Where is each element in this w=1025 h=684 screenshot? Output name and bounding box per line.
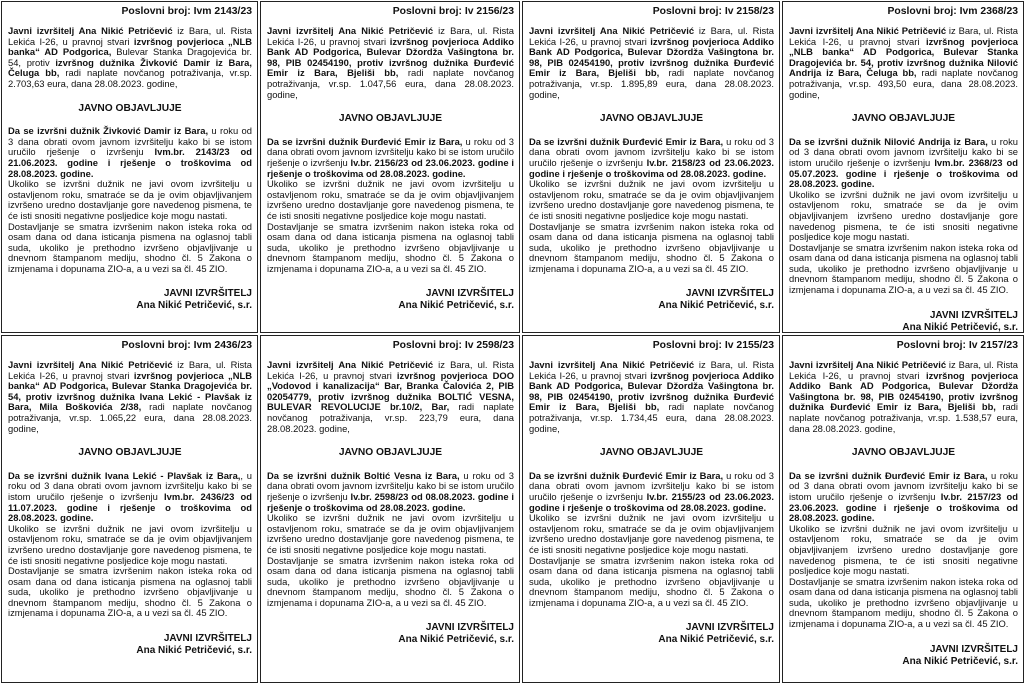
- signature-title: JAVNI IZVRŠITELJ: [929, 643, 1018, 655]
- signature-title: JAVNI IZVRŠITELJ: [163, 633, 252, 645]
- body-para-1: [789, 471, 1018, 524]
- notice-intro: [789, 360, 1018, 434]
- signature-name: Ana Nikić Petričević, s.r.: [902, 321, 1018, 333]
- body-para-1: [267, 471, 514, 513]
- body-para-3: Dostavljanje se smatra izvršenim nakon isteka roka od osam dana od dana isticanja pismena na oglasnoj tabli suda, ukoliko je prethodno izvršeno objavljivanje u dnevnom štampanom mediju, shodno čl. 5 Zakona o izmjenama i dopunama ZIO-a, a u vezi sa čl. 45 ZIO.: [789, 241, 1018, 296]
- body-para-1: [8, 471, 252, 524]
- signature: [789, 310, 1018, 333]
- signature: [789, 644, 1018, 668]
- notice-intro: [267, 360, 514, 434]
- notice-body: [267, 471, 514, 609]
- body-para-3: Dostavljanje se smatra izvršenim nakon isteka roka od osam dana od dana isticanja pismena na oglasnoj tabli suda, ukoliko je prethodno izvršeno objavljivanje u dnevnom štampanom mediju, shodno čl. 5 Zakona o izmjenama i dopunama ZIO-a, a u vezi sa čl. 45 ZIO.: [8, 565, 252, 619]
- body-instruction: u roku od 3 dana obrati ovom javnom izvršitelju kako bi se istom uručilo rješenje o izvršenju: [267, 135, 515, 168]
- notice-iv-2158: [522, 1, 780, 333]
- notice-intro: [529, 360, 774, 434]
- signature-name: Ana Nikić Petričević, s.r.: [398, 634, 514, 646]
- notice-body: [267, 137, 514, 275]
- body-debtor: Da se izvršni dužnik Đurđević Emir iz Bara,: [789, 469, 988, 481]
- intro-claim: radi naplate novčanog potraživanja, vr.sp. 1.538,57 eura, dana 28.08.2023. godine,: [789, 401, 1018, 434]
- signature-title: JAVNI IZVRŠITELJ: [163, 288, 252, 300]
- signature: [529, 288, 774, 312]
- body-decision: Iv.br. 2156/23 od 23.06.2023. godine i rješenje o troškovima od 28.08.2023. godine.: [267, 156, 514, 179]
- intro-claim: radi naplate novčanog potraživanja, vr.sp. 493,50 eura, dana 28.08.2023. godine,: [789, 67, 1018, 100]
- body-instruction: u roku od 3 dana obrati ovom javnom izvršitelju kako bi se istom uručilo rješenje o izvršenju: [529, 469, 775, 502]
- signature-title: JAVNI IZVRŠITELJ: [425, 622, 514, 634]
- notice-heading: JAVNO OBJAVLJUJE: [78, 102, 182, 114]
- intro-officer: Javni izvršitelj Ana Nikić Petričević iz Bara, ul. Rista Lekića I-26, u pravnoj stvari: [267, 359, 514, 381]
- body-para-2: Ukoliko se izvršni dužnik ne javi ovom izvršitelju u ostavljenom roku, smatraće se da je ovim objavljivanjem izvršeno uredno dostavljanje gore navedenog pismena, te će isti snositi negativne posljedice koje mogu nastati.: [8, 178, 252, 221]
- signature: [8, 633, 252, 657]
- body-debtor: Da se izvršni dužnik Nilović Andrija iz Bara,: [789, 135, 988, 147]
- intro-officer: Javni izvršitelj Ana Nikić Petričević iz Bara, ul. Rista Lekića I-26, u pravnoj stvari: [8, 25, 252, 47]
- body-para-2: Ukoliko se izvršni dužnik ne javi ovom izvršitelju u ostavljenom roku, smatraće se da je ovim objavljivanjem izvršeno uredno dostavljanje gore navedenog pismena, te će isti snositi negativne posljedice koje mogu nastati.: [529, 178, 774, 221]
- intro-claim: radi naplate novčanog potraživanja, vr.sp. 2.703,63 eura, dana 28.08.2023. godine,: [8, 67, 252, 89]
- body-para-1: [529, 471, 774, 513]
- notice-heading: JAVNO OBJAVLJUJE: [599, 447, 704, 459]
- signature: [267, 288, 514, 312]
- body-para-2: Ukoliko se izvršni dužnik ne javi ovom izvršitelju u ostavljenom roku, smatraće se da je ovim objavljivanjem izvršeno uredno dostavljanje gore navedenog pismena, te će isti snositi negativne posljedice koje mogu nastati.: [8, 522, 252, 566]
- signature-name: Ana Nikić Petričević, s.r.: [136, 645, 252, 657]
- notice-body: [789, 471, 1018, 630]
- body-para-2: Ukoliko se izvršni dužnik ne javi ovom izvršitelju u ostavljenom roku, smatraće se da je ovim objavljivanjem izvršeno uredno dostavljanje gore navedenog pismena, te će isti snositi negativne posljedice koje mogu nastati.: [267, 178, 514, 221]
- intro-officer: Javni izvršitelj Ana Nikić Petričević iz Bara, ul. Rista Lekića I-26, u pravnoj stvari: [789, 359, 1018, 381]
- intro-parties: izvršnog povjerioca „NLB banka“ AD Podgorica, Bulevar Stanka Dragojevića br. 54, protiv izvršnog dužnika Ivana Lekić - Plavšak iz Bara, Mila Boškovića 2/38,: [8, 369, 252, 413]
- intro-creditor: izvršnog povjerioca „NLB banka“ AD Podgorica,: [8, 35, 252, 58]
- notice-body: [8, 471, 252, 619]
- signature-name: Ana Nikić Petričević, s.r.: [902, 655, 1018, 667]
- intro-debtor: izvršnog dužnika Živković Damir iz Bara, Čeluga bb,: [8, 56, 253, 79]
- intro-parties: izvršnog povjerioca Addiko Bank AD Podgorica, Bulevar Džordža Vašingtona br. 98, PIB 02454190, protiv izvršnog dužnika Đurđević Emir iz Bara, Bjeliši bb,: [529, 369, 774, 413]
- body-instruction: u roku od 3 dana obrati ovom javnom izvršitelju kako bi se istom uručilo rješenje o izvršenju: [8, 125, 252, 158]
- body-decision: Ivm.br. 2368/23 od 05.07.2023. godine i rješenje o troškovima od 28.08.2023. godine.: [789, 156, 1018, 190]
- body-instruction: , u roku od 3 dana obrati ovom javnom izvršitelju kako bi se istom uručilo rješenje o izvršenju: [8, 469, 252, 502]
- body-debtor: Da se izvršni dužnik Đurđević Emir iz Bara,: [529, 135, 724, 147]
- body-para-3: Dostavljanje se smatra izvršenim nakon isteka roka od osam dana od dana isticanja pismena na oglasnoj tabli suda, ukoliko je prethodno izvršeno objavljivanje u dnevnom štampanom mediju, shodno čl. 5 Zakona o izmjenama i dopunama ZIO-a, a u vezi sa čl. 45 ZIO.: [789, 575, 1018, 630]
- body-para-2: Ukoliko se izvršni dužnik ne javi ovom izvršitelju u ostavljenom roku, smatraće se da je ovim objavljivanjem izvršeno uredno dostavljanje gore navedenog pismena, te će isti snositi negativne posljedice koje mogu nastati.: [789, 522, 1018, 577]
- signature: [267, 622, 514, 646]
- body-instruction: u roku od 3 dana obrati ovom javnom izvršitelju kako bi se istom uručilo rješenje o izvršenju: [789, 135, 1018, 168]
- intro-claim: radi naplate novčanog potraživanja, vr.sp. 1.065,22 eura, dana 28.08.2023. godine,: [8, 401, 252, 434]
- notice-intro: [529, 26, 774, 100]
- notice-heading: JAVNO OBJAVLJUJE: [851, 113, 956, 125]
- intro-claim: radi naplate novčanog potraživanja, vr.sp. 1.895,89 eura, dana 28.08.2023. godine,: [529, 67, 774, 100]
- notice-iv-2155: [522, 335, 780, 683]
- body-debtor: Da se izvršni dužnik Živković Damir iz Bara,: [8, 125, 209, 137]
- case-number: Poslovni broj: Iv 2598/23: [392, 340, 514, 351]
- body-para-1: [789, 137, 1018, 190]
- signature-title: JAVNI IZVRŠITELJ: [685, 288, 774, 300]
- signature-name: Ana Nikić Petričević, s.r.: [398, 300, 514, 312]
- body-para-2: Ukoliko se izvršni dužnik ne javi ovom izvršitelju u ostavljenom roku, smatraće se da je ovim objavljivanjem izvršeno uredno dostavljanje gore navedenog pismena, te će isti snositi negativne posljedice koje mogu nastati.: [789, 188, 1018, 243]
- signature-title: JAVNI IZVRŠITELJ: [929, 309, 1018, 321]
- body-para-2: Ukoliko se izvršni dužnik ne javi ovom izvršitelju u ostavljenom roku, smatraće se da je ovim objavljivanjem izvršeno uredno dostavljanje gore navedenog pismena, te će isti snositi negativne posljedice koje mogu nastati.: [267, 512, 514, 555]
- intro-parties: izvršnog povjerioca „NLB banka“ AD Podgorica, Bulevar Stanka Dragojevića br. 54, protiv izvršnog dužnika Nilović Andrija iz Bara, Čeluga bb,: [789, 35, 1018, 79]
- notice-ivm-2143: [1, 1, 258, 333]
- intro-parties: izvršnog povjerioca DOO „Vodovod i kanalizacija“ Bar, Branka Čalovića 2, PIB 02054779, protiv izvršnog dužnika BOLTIĆ VESNA, BULEVAR REVOLUCIJE br.10/2, Bar,: [267, 369, 514, 413]
- body-para-3: Dostavljanje se smatra izvršenim nakon isteka roka od osam dana od dana isticanja pismena na oglasnoj tabli suda, ukoliko je prethodno izvršeno objavljivanje u dnevnom štampanom mediju, shodno čl. 5 Zakona o izmjenama i dopunama ZIO-a, a u vezi sa čl. 45 ZIO.: [8, 220, 252, 274]
- intro-officer: Javni izvršitelj Ana Nikić Petričević iz Bara, ul. Rista Lekića I-26, u pravnoj stvari: [8, 359, 252, 381]
- body-decision: Iv.br. 2155/23 od 23.06.2023. godine i rješenje o troškovima od 28.08.2023. godine.: [529, 490, 774, 513]
- body-para-3: Dostavljanje se smatra izvršenim nakon isteka roka od osam dana od dana isticanja pismena na oglasnoj tabli suda, ukoliko je prethodno izvršeno objavljivanje u dnevnom štampanom mediju, shodno čl. 5 Zakona o izmjenama i dopunama ZIO-a, a u vezi sa čl. 45 ZIO.: [267, 554, 514, 608]
- notice-heading: JAVNO OBJAVLJUJE: [599, 113, 704, 125]
- notice-body: [789, 137, 1018, 296]
- notice-body: [529, 137, 774, 275]
- notice-intro: [267, 26, 514, 100]
- intro-claim: radi naplate novčanog potraživanja, vr.sp. 1.734,45 eura, dana 28.08.2023. godine,: [529, 401, 774, 434]
- body-debtor: Da se izvršni dužnik Boltić Vesna iz Bara,: [267, 469, 460, 481]
- case-number: Poslovni broj: Ivm 2143/23: [121, 6, 252, 17]
- intro-address: Bulevar Stanka Dragojevića br. 54, protiv: [8, 46, 252, 68]
- body-debtor: Da se izvršni dužnik Ivana Lekić - Plavšak iz Bara,: [8, 469, 241, 481]
- body-decision: Iv.br. 2158/23 od 23.06.2023. godine i rješenje o troškovima od 28.08.2023. godine.: [529, 156, 774, 179]
- notice-heading: JAVNO OBJAVLJUJE: [851, 447, 956, 459]
- intro-parties: izvršnog povjerioca Addiko Bank AD Podgorica, Bulevar Džordža Vašingtona br. 98, PIB 02454190, protiv izvršnog dužnika Đurđević Emir iz Bara, Bjeliši bb,: [267, 35, 514, 79]
- notice-intro: [8, 360, 252, 434]
- intro-parties: izvršnog povjerioca Addiko Bank AD Podgorica, Bulevar Džordža Vašingtona br. 98, PIB 02454190, protiv izvršnog dužnika Đurđević Emir iz Bara, Bjeliši bb,: [529, 35, 774, 79]
- body-instruction: u roku od 3 dana obrati ovom javnom izvršitelju kako bi se istom uručilo rješenje o izvršenju: [529, 135, 775, 168]
- body-para-2: Ukoliko se izvršni dužnik ne javi ovom izvršitelju u ostavljenom roku, smatraće se da je ovim objavljivanjem izvršeno uredno dostavljanje gore navedenog pismena, te će isti snositi negativne posljedice koje mogu nastati.: [529, 512, 774, 555]
- notice-body: [529, 471, 774, 609]
- intro-officer: Javni izvršitelj Ana Nikić Petričević iz Bara, ul. Rista Lekića I-26, u pravnoj stvari: [529, 359, 774, 381]
- case-number: Poslovni broj: Iv 2158/23: [652, 6, 774, 17]
- body-para-1: [267, 137, 514, 179]
- signature-title: JAVNI IZVRŠITELJ: [685, 622, 774, 634]
- intro-claim: radi naplate novčanog potraživanja, vr.sp. 1.047,56 eura, dana 28.08.2023. godine,: [267, 67, 514, 100]
- signature: [8, 288, 252, 312]
- notice-iv-2598: [260, 335, 520, 683]
- case-number: Poslovni broj: Ivm 2436/23: [121, 340, 252, 351]
- notice-ivm-2368: [782, 1, 1024, 333]
- case-number: Poslovni broj: Iv 2155/23: [652, 340, 774, 351]
- body-debtor: Da se izvršni dužnik Đurđević Emir iz Bara,: [529, 469, 724, 481]
- intro-parties: izvršnog povjerioca Addiko Bank AD Podgorica, Bulevar Džordža Vašingtona br. 98, PIB 02454190, protiv izvršnog dužnika Đurđević Emir iz Bara, Bjeliši bb,: [789, 369, 1018, 413]
- notice-intro: [8, 26, 252, 90]
- notice-intro: [789, 26, 1018, 100]
- body-decision: Iv.br. 2598/23 od 08.08.2023. godine i rješenje o troškovima od 28.08.2023. godine.: [267, 490, 514, 513]
- notice-heading: JAVNO OBJAVLJUJE: [78, 447, 182, 459]
- signature-name: Ana Nikić Petričević, s.r.: [136, 300, 252, 312]
- intro-officer: Javni izvršitelj Ana Nikić Petričević iz Bara, ul. Rista Lekića I-26, u pravnoj stvari: [267, 25, 514, 47]
- body-instruction: u roku od 3 dana obrati ovom javnom izvršitelju kako bi se istom uručilo rješenje o izvršenju: [267, 469, 515, 502]
- intro-officer: Javni izvršitelj Ana Nikić Petričević iz Bara, ul. Rista Lekića I-26, u pravnoj stvari: [529, 25, 774, 47]
- body-para-3: Dostavljanje se smatra izvršenim nakon isteka roka od osam dana od dana isticanja pismena na oglasnoj tabli suda, ukoliko je prethodno izvršeno objavljivanje u dnevnom štampanom mediju, shodno čl. 5 Zakona o izmjenama i dopunama ZIO-a, a u vezi sa čl. 45 ZIO.: [529, 220, 774, 274]
- body-decision: Ivm.br. 2436/23 od 11.07.2023. godine i rješenje o troškovima od 28.08.2023. godine.: [8, 490, 253, 524]
- case-number: Poslovni broj: Iv 2156/23: [392, 6, 514, 17]
- notice-iv-2156: [260, 1, 520, 333]
- body-instruction: u roku od 3 dana obrati ovom javnom izvršitelju kako bi se istom uručilo rješenje o izvršenju: [789, 469, 1018, 502]
- case-number: Poslovni broj: Ivm 2368/23: [887, 6, 1018, 17]
- signature-name: Ana Nikić Petričević, s.r.: [658, 634, 774, 646]
- body-para-1: [8, 126, 252, 179]
- body-decision: Iv.br. 2157/23 od 23.06.2023. godine i rješenje o troškovima od 28.08.2023. godine.: [789, 490, 1018, 524]
- notice-heading: JAVNO OBJAVLJUJE: [338, 113, 443, 125]
- signature: [529, 622, 774, 646]
- body-para-1: [529, 137, 774, 179]
- case-number: Poslovni broj: Iv 2157/23: [896, 340, 1018, 351]
- body-decision: Ivm.br. 2143/23 od 21.06.2023. godine i rješenje o troškovima od 28.08.2023. godine.: [8, 146, 252, 179]
- signature-title: JAVNI IZVRŠITELJ: [425, 288, 514, 300]
- intro-officer: Javni izvršitelj Ana Nikić Petričević iz Bara, ul. Rista Lekića I-26, u pravnoj stvari: [789, 25, 1018, 47]
- notice-body: [8, 126, 252, 274]
- intro-claim: radi naplate novčanog potraživanja, vr.sp. 223,79 eura, dana 28.08.2023. godine,: [267, 401, 514, 434]
- notice-ivm-2436: [1, 335, 258, 683]
- notice-heading: JAVNO OBJAVLJUJE: [338, 447, 443, 459]
- body-para-3: Dostavljanje se smatra izvršenim nakon isteka roka od osam dana od dana isticanja pismena na oglasnoj tabli suda, ukoliko je prethodno izvršeno objavljivanje u dnevnom štampanom mediju, shodno čl. 5 Zakona o izmjenama i dopunama ZIO-a, a u vezi sa čl. 45 ZIO.: [529, 554, 774, 608]
- signature-name: Ana Nikić Petričević, s.r.: [658, 300, 774, 312]
- notice-iv-2157: [782, 335, 1024, 683]
- body-debtor: Da se izvršni dužnik Đurđević Emir iz Bara,: [267, 135, 463, 147]
- body-para-3: Dostavljanje se smatra izvršenim nakon isteka roka od osam dana od dana isticanja pismena na oglasnoj tabli suda, ukoliko je prethodno izvršeno objavljivanje u dnevnom štampanom mediju, shodno čl. 5 Zakona o izmjenama i dopunama ZIO-a, a u vezi sa čl. 45 ZIO.: [267, 220, 514, 274]
